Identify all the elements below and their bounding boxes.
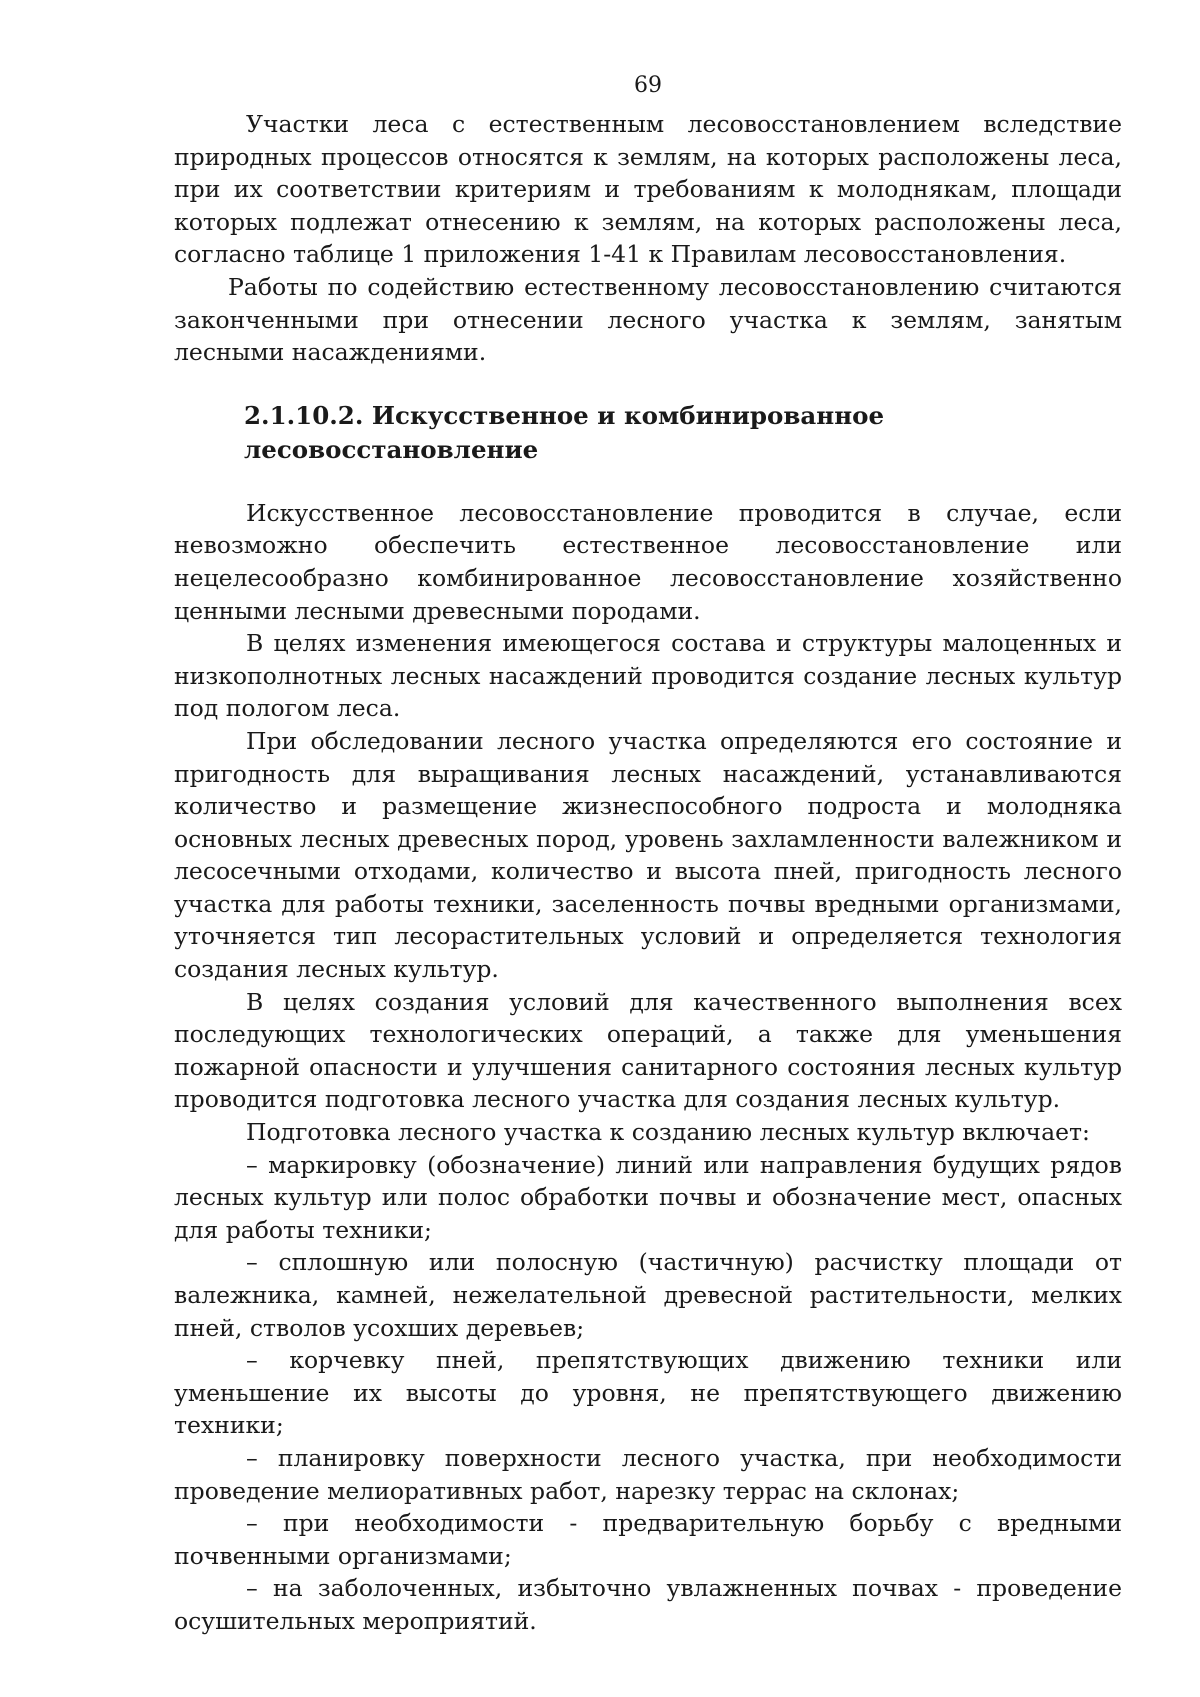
page-number: 69 xyxy=(634,73,662,98)
paragraph-composition-change: В целях изменения имеющегося состава и структуры малоценных и низкополнотных лесных насаждений проводится создание лесных культур под пологом леса. xyxy=(174,629,1122,723)
paragraph-assistance-completion: Работы по содействию естественному лесовосстановлению считаются законченными при отнесении лесного участка к землям, занятым лесными насаждениями. xyxy=(174,272,1122,367)
list-item: – сплошную или полосную (частичную) расчистку площади от валежника, камней, нежелательной древесной растительности, мелких пней, стволов усохших деревьев; xyxy=(174,1248,1122,1342)
paragraph-preparation-includes: Подготовка лесного участка к созданию лесных культур включает: xyxy=(246,1118,1090,1147)
paragraph-artificial-regeneration: Искусственное лесовосстановление проводится в случае, если невозможно обеспечить естественное лесовосстановление или нецелесообразно комбинированное лесовосстановление хозяйственно ценными лесными древесными породами. xyxy=(174,498,1122,625)
paragraph-natural-regeneration: Участки леса с естественным лесовосстановлением вследствие природных процессов относятся к землям, на которых расположены леса, при их соответствии критериям и требованиям к молоднякам, площади которых подлежат отнесению к землям, на которых расположены леса, согласно таблице 1 приложения 1-41 к Правилам лесовосстановления. xyxy=(174,110,1122,269)
list-item: – при необходимости - предварительную борьбу с вредными почвенными организмами; xyxy=(174,1509,1122,1570)
list-item: – маркировку (обозначение) линий или направления будущих рядов лесных культур или полос обработки почвы и обозначение мест, опасных для работы техники; xyxy=(174,1150,1122,1244)
paragraph-site-survey: При обследовании лесного участка определяются его состояние и пригодность для выращивания лесных насаждений, устанавливаются количество и размещение жизнеспособного подроста и молодняка основных лесных древесных пород, уровень захламленности валежником и лесосечными отходами, количество и высота пней, пригодность лесного участка для работы техники, заселенность почвы вредными организмами, уточняется тип лесорастительных условий и определяется технология создания лесных культур. xyxy=(174,726,1122,984)
list-item: – планировку поверхности лесного участка, при необходимости проведение мелиоративных работ, нарезку террас на склонах; xyxy=(174,1443,1122,1505)
list-item: – на заболоченных, избыточно увлажненных почвах - проведение осушительных мероприятий. xyxy=(174,1574,1122,1635)
section-heading: 2.1.10.2. Искусственное и комбинированное лесовосстановление xyxy=(244,400,885,464)
paragraph-site-preparation-purpose: В целях создания условий для качественного выполнения всех последующих технологических операций, а также для уменьшения пожарной опасности и улучшения санитарного состояния лесных культур проводится подготовка лесного участка для создания лесных культур. xyxy=(174,987,1122,1114)
list-item: – корчевку пней, препятствующих движению техники или уменьшение их высоты до уровня, не препятствующего движению техники; xyxy=(174,1346,1122,1440)
document-page xyxy=(174,70,1122,1638)
